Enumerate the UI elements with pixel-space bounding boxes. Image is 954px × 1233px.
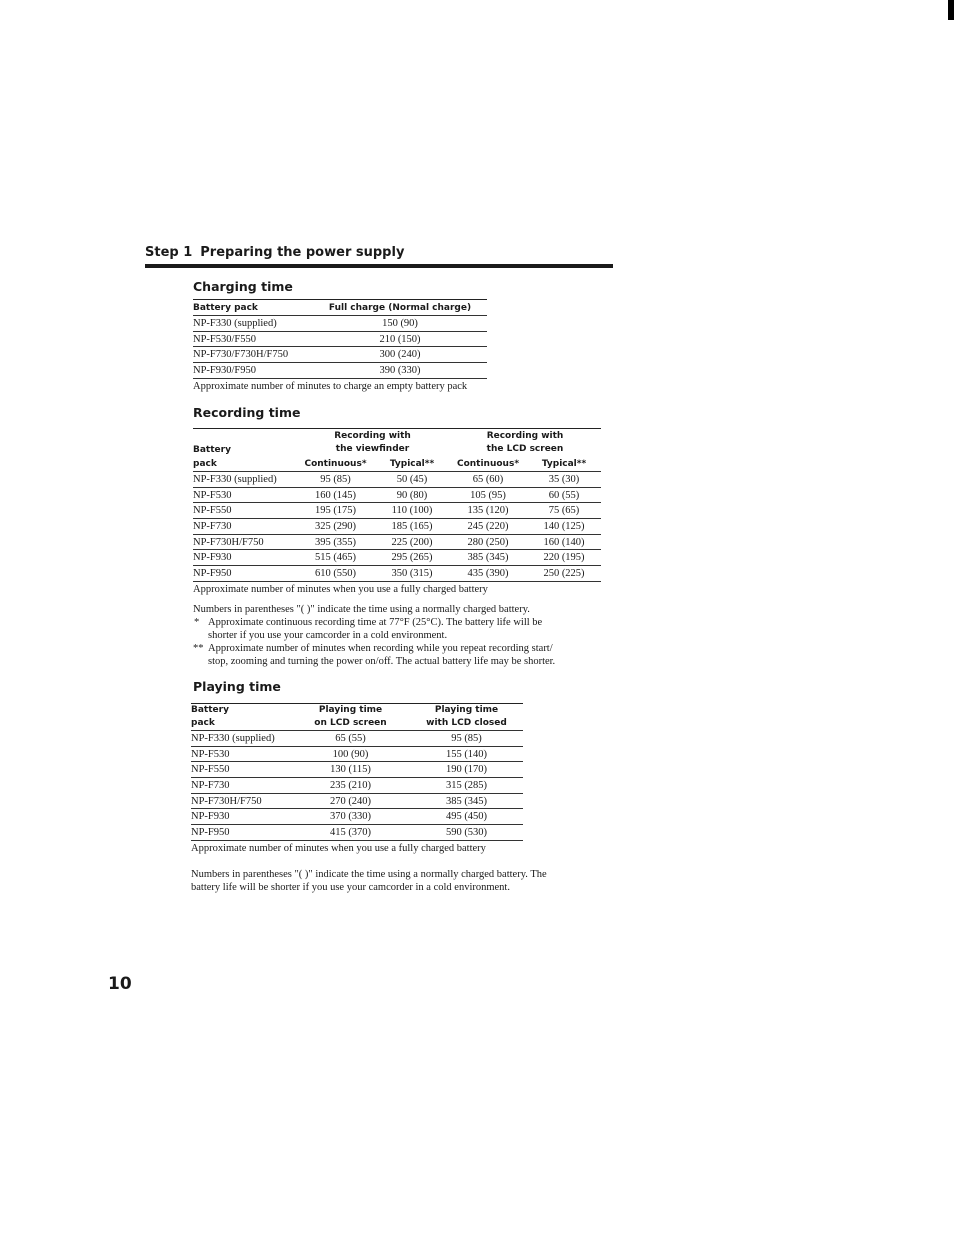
battery-model-cell: NP-F930 xyxy=(191,809,291,825)
recording-parentheses-note: Numbers in parentheses "( )" indicate the time using a normally charged battery. xyxy=(193,604,530,615)
time-value-cell: 435 (390) xyxy=(449,566,527,582)
time-value-cell: 250 (225) xyxy=(527,566,601,582)
header-line: Playing time xyxy=(434,705,499,715)
column-header: Full charge (Normal charge) xyxy=(313,300,487,316)
table-row xyxy=(191,731,523,747)
battery-model-cell: NP-F550 xyxy=(193,503,296,519)
table-row xyxy=(193,534,601,550)
time-value-cell: 415 (370) xyxy=(291,825,410,841)
time-value-cell: 385 (345) xyxy=(449,550,527,566)
battery-model-cell: NP-F550 xyxy=(191,762,291,778)
group-header-line: Recording with xyxy=(334,431,411,441)
time-value-cell: 35 (30) xyxy=(527,472,601,488)
time-value-cell: 150 (90) xyxy=(313,316,487,332)
time-value-cell: 50 (45) xyxy=(375,472,449,488)
playing-time-table xyxy=(191,703,523,841)
playing-note: Approximate number of minutes when you use a fully charged battery xyxy=(191,843,486,854)
time-value-cell: 105 (95) xyxy=(449,487,527,503)
table-row xyxy=(191,746,523,762)
playing-parentheses-note: Numbers in parentheses "( )" indicate the time using a normally charged battery. The xyxy=(191,869,547,880)
section-heading xyxy=(145,245,404,260)
time-value-cell: 65 (55) xyxy=(291,731,410,747)
battery-model-cell: NP-F730 xyxy=(191,778,291,794)
header-line: on LCD screen xyxy=(314,717,387,728)
battery-model-cell: NP-F950 xyxy=(191,825,291,841)
battery-model-cell: NP-F530 xyxy=(191,746,291,762)
time-value-cell: 295 (265) xyxy=(375,550,449,566)
time-value-cell: 350 (315) xyxy=(375,566,449,582)
table-row xyxy=(193,487,601,503)
footnote-1-text: shorter if you use your camcorder in a cold environment. xyxy=(208,630,448,641)
table-row xyxy=(193,347,487,363)
table-row xyxy=(191,793,523,809)
time-value-cell: 590 (530) xyxy=(410,825,523,841)
time-value-cell: 235 (210) xyxy=(291,778,410,794)
time-value-cell: 225 (200) xyxy=(375,534,449,550)
battery-model-cell: NP-F730/F730H/F750 xyxy=(193,347,313,363)
time-value-cell: 495 (450) xyxy=(410,809,523,825)
table-row xyxy=(191,778,523,794)
time-value-cell: 610 (550) xyxy=(296,566,375,582)
charging-time-table xyxy=(193,299,487,379)
time-value-cell: 195 (175) xyxy=(296,503,375,519)
page-number: 10 xyxy=(108,974,132,994)
table-row xyxy=(193,550,601,566)
table-row xyxy=(191,762,523,778)
time-value-cell: 90 (80) xyxy=(375,487,449,503)
battery-model-cell: NP-F950 xyxy=(193,566,296,582)
time-value-cell: 160 (140) xyxy=(527,534,601,550)
footnote-marker: * xyxy=(194,617,200,628)
column-header-pack: pack xyxy=(193,457,296,472)
table-subheader-row xyxy=(193,457,601,472)
time-value-cell: 100 (90) xyxy=(291,746,410,762)
column-header-battery xyxy=(191,704,291,731)
group-header-line: the LCD screen xyxy=(486,444,564,454)
column-group-lcd xyxy=(449,429,601,458)
time-value-cell: 390 (330) xyxy=(313,363,487,379)
time-value-cell: 75 (65) xyxy=(527,503,601,519)
step-label: Step 1 xyxy=(145,245,193,260)
footnote-marker: ** xyxy=(193,643,204,654)
group-header-line: Recording with xyxy=(486,431,564,441)
charging-time-title: Charging time xyxy=(193,279,293,294)
recording-time-title: Recording time xyxy=(193,405,301,420)
group-header-line: the viewfinder xyxy=(335,444,410,454)
time-value-cell: 210 (150) xyxy=(313,331,487,347)
table-row xyxy=(193,472,601,488)
column-header-lcd-closed xyxy=(410,704,523,731)
time-value-cell: 220 (195) xyxy=(527,550,601,566)
table-row xyxy=(193,331,487,347)
recording-note: Approximate number of minutes when you use a fully charged battery xyxy=(193,584,488,595)
table-header-row xyxy=(193,300,487,316)
column-header-battery: Battery xyxy=(193,445,231,455)
playing-time-title: Playing time xyxy=(193,679,281,694)
time-value-cell: 385 (345) xyxy=(410,793,523,809)
column-header: Continuous* xyxy=(296,457,375,472)
table-row xyxy=(193,316,487,332)
battery-model-cell: NP-F930 xyxy=(193,550,296,566)
time-value-cell: 110 (100) xyxy=(375,503,449,519)
time-value-cell: 135 (120) xyxy=(449,503,527,519)
playing-parentheses-note: battery life will be shorter if you use your camcorder in a cold environment. xyxy=(191,882,510,893)
battery-model-cell: NP-F730 xyxy=(193,519,296,535)
time-value-cell: 245 (220) xyxy=(449,519,527,535)
time-value-cell: 185 (165) xyxy=(375,519,449,535)
time-value-cell: 160 (145) xyxy=(296,487,375,503)
time-value-cell: 395 (355) xyxy=(296,534,375,550)
time-value-cell: 280 (250) xyxy=(449,534,527,550)
header-line: pack xyxy=(191,717,215,728)
battery-model-cell: NP-F530 xyxy=(193,487,296,503)
footnote-2-text: stop, zooming and turning the power on/off. The actual battery life may be shorter. xyxy=(208,656,556,667)
table-header-row xyxy=(193,429,601,458)
column-header: Typical** xyxy=(527,457,601,472)
time-value-cell: 270 (240) xyxy=(291,793,410,809)
column-group-viewfinder xyxy=(296,429,449,458)
battery-model-cell: NP-F330 (supplied) xyxy=(193,316,313,332)
battery-model-cell: NP-F730H/F750 xyxy=(193,534,296,550)
battery-model-cell: NP-F330 (supplied) xyxy=(191,731,291,747)
time-value-cell: 315 (285) xyxy=(410,778,523,794)
time-value-cell: 95 (85) xyxy=(410,731,523,747)
time-value-cell: 325 (290) xyxy=(296,519,375,535)
page-edge-mark xyxy=(948,0,954,20)
table-row xyxy=(193,519,601,535)
time-value-cell: 300 (240) xyxy=(313,347,487,363)
charging-note: Approximate number of minutes to charge an empty battery pack xyxy=(193,381,468,392)
table-row xyxy=(193,503,601,519)
footnote-1-text: Approximate continuous recording time at 77°F (25°C). The battery life will be xyxy=(208,617,543,628)
column-header: Continuous* xyxy=(449,457,527,472)
time-value-cell: 155 (140) xyxy=(410,746,523,762)
time-value-cell: 65 (60) xyxy=(449,472,527,488)
battery-model-cell: NP-F930/F950 xyxy=(193,363,313,379)
table-row xyxy=(193,566,601,582)
header-line: Battery xyxy=(191,705,229,715)
time-value-cell: 140 (125) xyxy=(527,519,601,535)
battery-model-cell: NP-F730H/F750 xyxy=(191,793,291,809)
column-header: Typical** xyxy=(375,457,449,472)
heading-rule xyxy=(145,264,613,268)
time-value-cell: 515 (465) xyxy=(296,550,375,566)
column-header-lcd-screen xyxy=(291,704,410,731)
recording-time-table xyxy=(193,428,601,582)
column-header: Battery pack xyxy=(193,300,313,316)
table-row xyxy=(191,809,523,825)
time-value-cell: 60 (55) xyxy=(527,487,601,503)
table-header-row xyxy=(191,704,523,731)
battery-model-cell: NP-F530/F550 xyxy=(193,331,313,347)
header-line: with LCD closed xyxy=(426,717,507,728)
table-row xyxy=(191,825,523,841)
table-row xyxy=(193,363,487,379)
time-value-cell: 95 (85) xyxy=(296,472,375,488)
header-line: Playing time xyxy=(318,705,383,715)
step-title: Preparing the power supply xyxy=(200,245,405,260)
time-value-cell: 190 (170) xyxy=(410,762,523,778)
time-value-cell: 130 (115) xyxy=(291,762,410,778)
battery-model-cell: NP-F330 (supplied) xyxy=(193,472,296,488)
time-value-cell: 370 (330) xyxy=(291,809,410,825)
footnote-2-text: Approximate number of minutes when recording while you repeat recording start/ xyxy=(208,643,553,654)
